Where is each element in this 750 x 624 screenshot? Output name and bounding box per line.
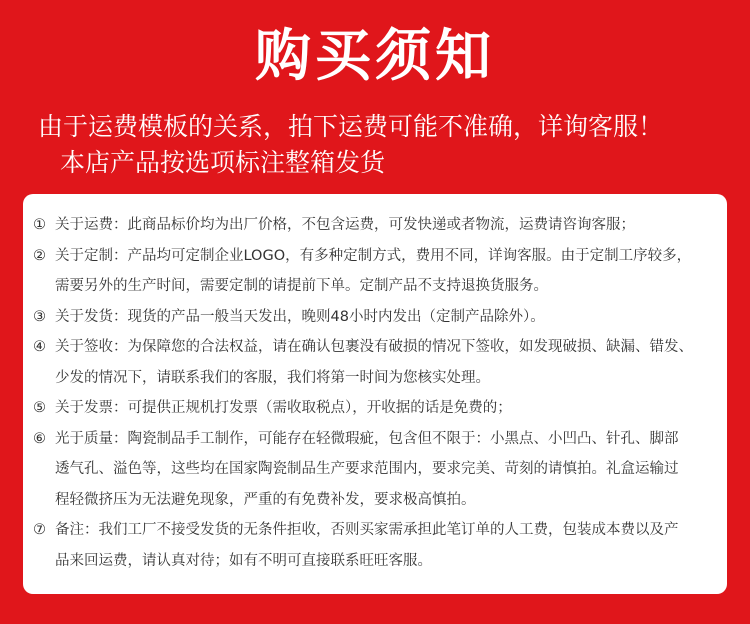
note-item (33, 210, 723, 241)
note-text: 透气孔、溢色等，这些均在国家陶瓷制品生产要求范围内，要求完美、苛刻的请慎拍。礼盒运输过 (55, 461, 679, 477)
note-number: ⑦ (33, 522, 46, 538)
notes-list (33, 210, 723, 576)
note-text: 少发的情况下，请联系我们的客服，我们将第一时间为您核实处理。 (55, 369, 490, 386)
note-text: 品来回运费，请认真对待；如有不明可直接联系旺旺客服。 (55, 552, 432, 569)
note-number: ③ (33, 308, 46, 325)
note-item (33, 515, 723, 576)
note-text: 备注：我们工厂不接受发货的无条件拒收，否则买家需承担此笔订单的人工费，包装成本费以及产 (55, 522, 679, 538)
note-number: ① (33, 217, 46, 233)
page-title: 购买须知 (255, 24, 495, 89)
notes-card (23, 194, 727, 594)
note-text: 关于定制：产品均可定制企业LOGO，有多种定制方式，费用不同，详询客服。由于定制工序较多， (55, 247, 692, 264)
note-item (33, 393, 723, 424)
note-number: ⑥ (33, 430, 46, 447)
packing-notice: 本店产品按选项标注整箱发货 (60, 148, 386, 177)
note-text: 关于签收：为保障您的合法权益，请在确认包裹没有破损的情况下签收，如发现破损、缺漏、错发、 (55, 339, 693, 355)
note-item (33, 424, 723, 516)
note-item (33, 332, 723, 393)
note-text: 程轻微挤压为无法避免现象，严重的有免费补发，要求极高慎拍。 (55, 491, 476, 508)
note-text: 关于运费：此商品标价均为出厂价格，不包含运费，可发快递或者物流，运费请咨询客服； (55, 217, 635, 233)
note-item (33, 302, 723, 333)
note-number: ② (33, 247, 46, 264)
note-number: ④ (33, 339, 46, 355)
note-text: 需要另外的生产时间，需要定制的请提前下单。定制产品不支持退换货服务。 (55, 278, 548, 294)
note-item (33, 241, 723, 302)
note-text: 关于发货：现货的产品一般当天发出，晚则48小时内发出（定制产品除外）。 (55, 308, 545, 325)
note-number: ⑤ (33, 400, 46, 416)
note-text: 光于质量：陶瓷制品手工制作，可能存在轻微瑕疵，包含但不限于：小黑点、小凹凸、针孔、脚部 (55, 430, 679, 447)
shipping-notice: 由于运费模板的关系，拍下运费可能不准确，详询客服！ (38, 112, 664, 141)
note-text: 关于发票：可提供正规机打发票（需收取税点），开收据的话是免费的； (55, 400, 512, 416)
